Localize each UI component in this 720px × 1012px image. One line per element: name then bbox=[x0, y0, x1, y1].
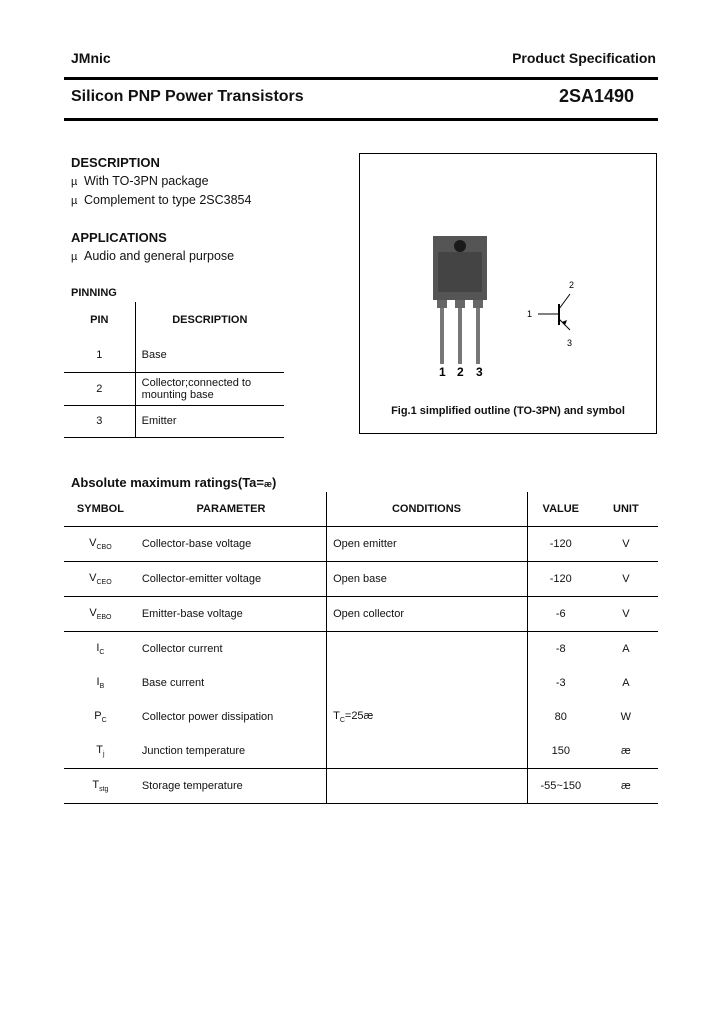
value-cell: -120 bbox=[527, 562, 593, 597]
unit-cell: V bbox=[594, 597, 658, 632]
unit-cell: æ bbox=[594, 769, 658, 804]
pnp-transistor-symbol-icon bbox=[538, 294, 570, 330]
table-row bbox=[64, 597, 658, 632]
symbol-collector-label: 2 bbox=[569, 280, 575, 290]
figure-caption: Fig.1 simplified outline (TO-3PN) and symbol bbox=[391, 405, 625, 417]
value-cell: -120 bbox=[527, 527, 593, 562]
conditions-cell: Open emitter bbox=[327, 527, 528, 562]
table-row bbox=[64, 769, 658, 804]
lead-pin-3 bbox=[476, 308, 480, 364]
lead-pin-1 bbox=[440, 308, 444, 364]
bullet-mark: µ bbox=[71, 195, 78, 207]
applications-item: µ Audio and general purpose bbox=[71, 249, 235, 263]
description-item: µ With TO-3PN package bbox=[71, 174, 209, 188]
symbol-cell: $T_{stg}$ bbox=[64, 769, 137, 804]
unit-cell: A bbox=[594, 632, 658, 667]
conditions-cell bbox=[327, 769, 528, 804]
unit-cell: A bbox=[622, 677, 630, 689]
pinning-table bbox=[64, 302, 284, 438]
unit-cell: V bbox=[594, 562, 658, 597]
parameter-cell: Collector power dissipation bbox=[141, 711, 274, 723]
table-row bbox=[64, 666, 658, 700]
page-title: Silicon PNP Power Transistors bbox=[71, 88, 304, 105]
table-row bbox=[64, 632, 658, 667]
value-cell: 80 bbox=[527, 700, 593, 734]
description-item: µ Complement to type 2SC3854 bbox=[71, 193, 252, 207]
description-heading: DESCRIPTION bbox=[71, 155, 160, 170]
parameter-cell: Base current bbox=[141, 677, 205, 689]
ratings-table bbox=[64, 492, 658, 804]
symbol-base-label: 1 bbox=[527, 309, 533, 319]
doc-type: Product Specification bbox=[512, 50, 656, 66]
pin-shoulder bbox=[473, 300, 483, 308]
conditions-cell bbox=[327, 734, 528, 769]
conditions-cell: Open base bbox=[327, 562, 528, 597]
parameter-cell: Collector current bbox=[137, 632, 327, 667]
brand-name: JMnic bbox=[71, 50, 111, 66]
pin-column-header: PIN bbox=[64, 302, 135, 338]
pinning-heading: PINNING bbox=[71, 287, 117, 299]
symbol-cell: $T_j$ bbox=[96, 743, 105, 759]
value-column-header: VALUE bbox=[527, 492, 593, 527]
applications-heading: APPLICATIONS bbox=[71, 230, 167, 245]
pin-description: Base bbox=[141, 348, 167, 361]
description-column-header: DESCRIPTION bbox=[172, 314, 248, 326]
pin-number: 2 bbox=[64, 372, 135, 405]
figure-box bbox=[359, 153, 657, 434]
part-number: 2SA1490 bbox=[558, 86, 634, 106]
parameter-column-header: PARAMETER bbox=[196, 503, 266, 515]
to3pn-package-drawing bbox=[360, 154, 656, 394]
bullet-mark: µ bbox=[71, 176, 78, 188]
symbol-cell: $I_B$ bbox=[96, 675, 105, 691]
pinning-header-row bbox=[64, 302, 284, 338]
pin-label: 1 bbox=[439, 365, 446, 379]
parameter-cell: Emitter-base voltage bbox=[137, 597, 327, 632]
conditions-cell bbox=[327, 666, 528, 700]
value-cell: -6 bbox=[527, 597, 593, 632]
conditions-column-header: CONDITIONS bbox=[327, 492, 528, 527]
symbol-cell: $P_C$ bbox=[94, 709, 107, 725]
value-cell: -8 bbox=[527, 632, 593, 667]
value-cell: 150 bbox=[527, 734, 593, 769]
bullet-mark: µ bbox=[71, 251, 78, 263]
header-rule-bottom bbox=[64, 118, 658, 121]
ratings-heading: Absolute maximum ratings(Ta=æ) bbox=[71, 475, 277, 490]
unit-cell: W bbox=[620, 711, 632, 723]
conditions-cell: Open collector bbox=[327, 597, 528, 632]
ratings-header-row bbox=[64, 492, 658, 527]
pin-label: 3 bbox=[476, 365, 483, 379]
table-row bbox=[64, 562, 658, 597]
unit-cell: V bbox=[594, 527, 658, 562]
parameter-cell: Storage temperature bbox=[137, 769, 327, 804]
table-row bbox=[64, 700, 658, 734]
pin-label: 2 bbox=[457, 365, 464, 379]
mounting-hole bbox=[454, 240, 466, 252]
table-row bbox=[64, 405, 284, 437]
parameter-cell: Junction temperature bbox=[141, 745, 246, 757]
value-cell: -55~150 bbox=[527, 769, 593, 804]
table-row bbox=[64, 527, 658, 562]
parameter-cell: Collector-base voltage bbox=[137, 527, 327, 562]
symbol-cell: $V_{CBO}$ bbox=[64, 527, 137, 562]
pin-shoulder bbox=[455, 300, 465, 308]
unit-cell: æ bbox=[620, 745, 631, 757]
conditions-cell: $T_C=25æ$ bbox=[327, 700, 528, 734]
parameter-cell: Collector-emitter voltage bbox=[137, 562, 327, 597]
package-face bbox=[438, 252, 482, 292]
table-row bbox=[64, 734, 658, 769]
lead-pin-2 bbox=[458, 308, 462, 364]
header-rule-top bbox=[64, 77, 658, 80]
table-row bbox=[64, 372, 284, 405]
pin-description: Collector;connected to mounting base bbox=[135, 372, 284, 405]
symbol-emitter-label: 3 bbox=[567, 338, 573, 348]
conditions-cell bbox=[327, 632, 528, 667]
pin-number: 3 bbox=[64, 405, 135, 437]
pin-shoulder bbox=[437, 300, 447, 308]
symbol-column-header: SYMBOL bbox=[76, 503, 124, 515]
value-cell: -3 bbox=[527, 666, 593, 700]
pin-description: Emitter bbox=[135, 405, 284, 437]
symbol-cell: $V_{CEO}$ bbox=[64, 562, 137, 597]
table-row bbox=[64, 338, 284, 372]
symbol-cell: $V_{EBO}$ bbox=[64, 597, 137, 632]
symbol-cell: $I_C$ bbox=[64, 632, 137, 667]
unit-column-header: UNIT bbox=[613, 503, 639, 515]
pin-number: 1 bbox=[64, 338, 135, 372]
